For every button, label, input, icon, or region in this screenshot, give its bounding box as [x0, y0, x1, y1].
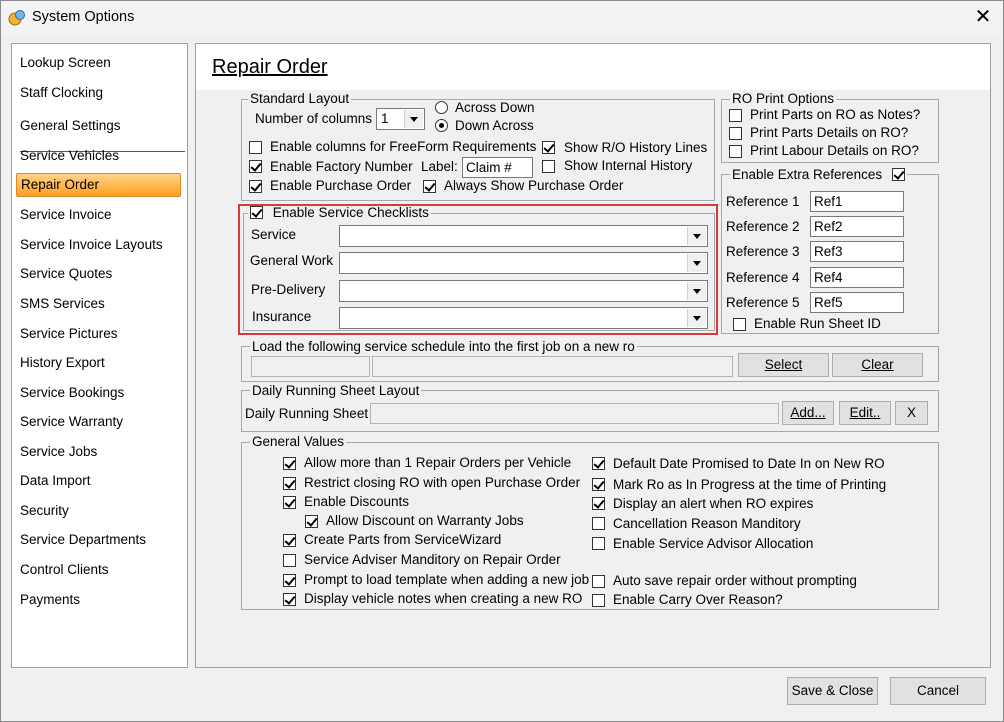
ro-print-options-title: RO Print Options: [732, 91, 835, 106]
chevron-down-icon[interactable]: [404, 110, 423, 128]
allow-discount-warranty-checkbox[interactable]: [305, 515, 318, 528]
sidebar-item-data-import[interactable]: Data Import: [20, 473, 91, 488]
print-parts-details-checkbox[interactable]: [729, 127, 742, 140]
sidebar-item-service-bookings[interactable]: Service Bookings: [20, 385, 125, 400]
allow-multiple-ro-label: Allow more than 1 Repair Orders per Vehicle: [304, 455, 572, 470]
sidebar-item-service-departments[interactable]: Service Departments: [20, 532, 147, 547]
clear-button[interactable]: Clear: [832, 353, 923, 377]
restrict-closing-ro-checkbox[interactable]: [283, 477, 296, 490]
sidebar-item-security[interactable]: Security: [20, 503, 69, 518]
always-show-purchase-checkbox[interactable]: [423, 180, 436, 193]
sidebar-item-service-invoice-layouts[interactable]: Service Invoice Layouts: [20, 237, 163, 252]
cancellation-reason-checkbox[interactable]: [592, 517, 605, 530]
options-sidebar: [11, 43, 188, 668]
reference-5-label: Reference 5: [726, 295, 800, 310]
sidebar-item-sms-services[interactable]: SMS Services: [20, 296, 105, 311]
show-internal-history-checkbox[interactable]: [542, 160, 555, 173]
extra-references-title-wrap: [730, 167, 907, 183]
service-schedule-title: Load the following service schedule into the first job on a new ro: [252, 339, 635, 354]
window-title: System Options: [32, 9, 135, 25]
daily-running-sheet-field[interactable]: [370, 403, 779, 424]
checklist-label-insurance: Insurance: [252, 309, 312, 324]
enable-carry-over-checkbox[interactable]: [592, 594, 605, 607]
enable-carry-over-label: Enable Carry Over Reason?: [613, 592, 783, 607]
columns-label: Number of columns: [255, 111, 373, 126]
enable-run-sheet-checkbox[interactable]: [733, 318, 746, 331]
reference-5-input[interactable]: Ref5: [810, 292, 904, 313]
radio-down-across[interactable]: [435, 119, 448, 132]
service-checklists-title: Enable Service Checklists: [272, 205, 429, 220]
sidebar-item-control-clients[interactable]: Control Clients: [20, 562, 109, 577]
schedule-code-field[interactable]: [251, 356, 370, 377]
default-date-promised-label: Default Date Promised to Date In on New RO: [613, 456, 885, 471]
checklist-label-general-work: General Work: [250, 253, 334, 268]
factory-label-input[interactable]: Claim #: [462, 157, 533, 178]
sidebar-item-service-invoice[interactable]: Service Invoice: [20, 207, 112, 222]
checklists-highlight-box: [238, 204, 718, 335]
radio-across-down-label: Across Down: [455, 100, 535, 115]
create-parts-servicewizard-label: Create Parts from ServiceWizard: [304, 532, 502, 547]
checklist-label-pre-delivery: Pre-Delivery: [251, 282, 326, 297]
reference-1-label: Reference 1: [726, 194, 800, 209]
enable-discounts-label: Enable Discounts: [304, 494, 410, 509]
add-layout-button[interactable]: Add...: [782, 401, 834, 425]
standard-layout-title: Standard Layout: [250, 91, 350, 106]
default-date-promised-checkbox[interactable]: [592, 457, 605, 470]
create-parts-servicewizard-checkbox[interactable]: [283, 534, 296, 547]
show-ro-history-label: Show R/O History Lines: [564, 140, 708, 155]
general-values-title: General Values: [252, 434, 345, 449]
print-labour-details-label: Print Labour Details on RO?: [750, 143, 919, 158]
enable-factory-label: Enable Factory Number: [270, 159, 413, 174]
edit-layout-button[interactable]: Edit..: [839, 401, 891, 425]
enable-freeform-label: Enable columns for FreeForm Requirements: [270, 139, 537, 154]
show-internal-history-label: Show Internal History: [564, 158, 693, 173]
print-labour-details-checkbox[interactable]: [729, 145, 742, 158]
cancel-button[interactable]: Cancel: [890, 677, 986, 705]
columns-select[interactable]: 1: [376, 108, 425, 130]
sidebar-item-history-export[interactable]: History Export: [20, 355, 105, 370]
enable-extra-references-checkbox[interactable]: [892, 168, 905, 181]
sidebar-item-service-pictures[interactable]: Service Pictures: [20, 326, 118, 341]
restrict-closing-ro-label: Restrict closing RO with open Purchase Order: [304, 475, 581, 490]
sidebar-item-service-quotes[interactable]: Service Quotes: [20, 266, 113, 281]
app-icon: [8, 9, 26, 27]
sidebar-item-general-settings[interactable]: General Settings: [20, 118, 121, 133]
select-button[interactable]: Select: [738, 353, 829, 377]
always-show-purchase-label: Always Show Purchase Order: [444, 178, 624, 193]
reference-2-label: Reference 2: [726, 219, 800, 234]
prompt-load-template-label: Prompt to load template when adding a new job: [304, 572, 590, 587]
cancellation-reason-label: Cancellation Reason Manditory: [613, 516, 801, 531]
print-parts-details-label: Print Parts Details on RO?: [750, 125, 909, 140]
sidebar-item-service-vehicles[interactable]: Service Vehicles: [20, 148, 120, 163]
sidebar-item-service-warranty[interactable]: Service Warranty: [20, 414, 124, 429]
radio-down-across-label: Down Across: [455, 118, 534, 133]
enable-advisor-allocation-label: Enable Service Advisor Allocation: [613, 536, 814, 551]
allow-discount-warranty-label: Allow Discount on Warranty Jobs: [326, 513, 524, 528]
enable-purchase-order-label: Enable Purchase Order: [270, 178, 412, 193]
remove-layout-button[interactable]: X: [895, 401, 928, 425]
allow-multiple-ro-checkbox[interactable]: [283, 457, 296, 470]
reference-2-input[interactable]: Ref2: [810, 216, 904, 237]
panel-header: [196, 44, 990, 90]
reference-1-input[interactable]: Ref1: [810, 191, 904, 212]
display-alert-expires-label: Display an alert when RO expires: [613, 496, 814, 511]
reference-3-label: Reference 3: [726, 244, 800, 259]
auto-save-ro-checkbox[interactable]: [592, 575, 605, 588]
print-parts-notes-label: Print Parts on RO as Notes?: [750, 107, 921, 122]
prompt-load-template-checkbox[interactable]: [283, 574, 296, 587]
checklist-label-service: Service: [251, 227, 297, 242]
reference-4-input[interactable]: Ref4: [810, 267, 904, 288]
show-ro-history-checkbox[interactable]: [542, 141, 555, 154]
reference-4-label: Reference 4: [726, 270, 800, 285]
daily-running-sheet-title: Daily Running Sheet Layout: [252, 383, 420, 398]
save-close-button[interactable]: Save & Close: [787, 677, 878, 705]
enable-discounts-checkbox[interactable]: [283, 496, 296, 509]
mark-ro-in-progress-label: Mark Ro as In Progress at the time of Printing: [613, 477, 887, 492]
sidebar-item-lookup-screen[interactable]: Lookup Screen: [20, 55, 111, 70]
enable-advisor-allocation-checkbox[interactable]: [592, 537, 605, 550]
enable-run-sheet-label: Enable Run Sheet ID: [754, 316, 881, 331]
daily-running-sheet-label: Daily Running Sheet: [245, 406, 369, 421]
title-bar: [1, 1, 1003, 35]
display-alert-expires-checkbox[interactable]: [592, 497, 605, 510]
reference-3-input[interactable]: Ref3: [810, 241, 904, 262]
enable-purchase-order-checkbox[interactable]: [249, 180, 262, 193]
sidebar-item-service-jobs[interactable]: Service Jobs: [20, 444, 98, 459]
factory-label-caption: Label:: [421, 159, 458, 174]
display-vehicle-notes-label: Display vehicle notes when creating a new RO: [304, 591, 583, 606]
display-vehicle-notes-checkbox[interactable]: [283, 593, 296, 606]
sidebar-item-staff-clocking[interactable]: Staff Clocking: [20, 85, 104, 100]
close-icon[interactable]: ✕: [974, 6, 992, 28]
auto-save-ro-label: Auto save repair order without prompting: [613, 573, 857, 588]
extra-references-title: Enable Extra References: [732, 167, 883, 182]
schedule-description-field[interactable]: [372, 356, 733, 377]
enable-factory-checkbox[interactable]: [249, 160, 262, 173]
service-adviser-mandatory-checkbox[interactable]: [283, 554, 296, 567]
sidebar-item-payments[interactable]: Payments: [20, 592, 81, 607]
radio-across-down[interactable]: [435, 101, 448, 114]
print-parts-notes-checkbox[interactable]: [729, 109, 742, 122]
service-adviser-mandatory-label: Service Adviser Manditory on Repair Order: [304, 552, 561, 567]
enable-freeform-checkbox[interactable]: [249, 141, 262, 154]
mark-ro-in-progress-checkbox[interactable]: [592, 478, 605, 491]
sidebar-item-repair-order[interactable]: Repair Order: [16, 173, 181, 197]
page-title: Repair Order: [212, 56, 328, 78]
